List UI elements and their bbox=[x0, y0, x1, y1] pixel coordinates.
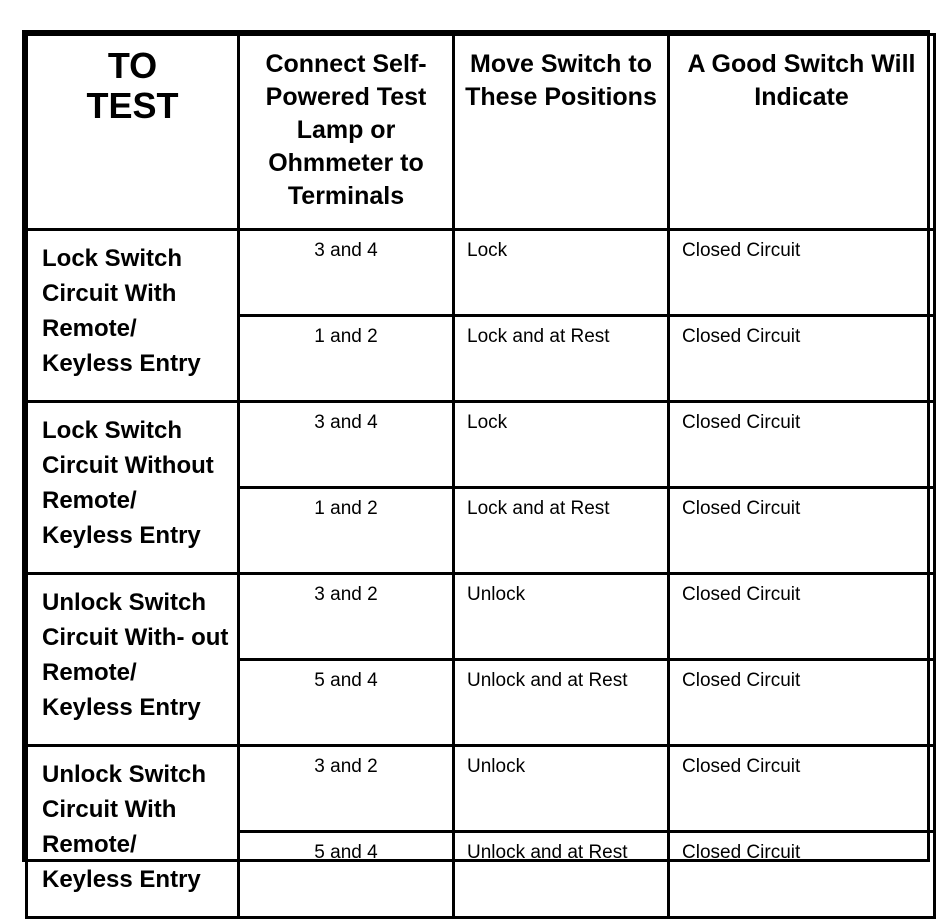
table-row bbox=[27, 230, 935, 316]
table-row bbox=[27, 574, 935, 660]
indicate-cell: Closed Circuit bbox=[669, 832, 935, 918]
header-connect-terminals: Connect Self-Powered Test Lamp or Ohmmeter to Terminals bbox=[239, 35, 454, 230]
indicate-cell: Closed Circuit bbox=[669, 660, 935, 746]
indicate-cell: Closed Circuit bbox=[669, 746, 935, 832]
switch-test-table bbox=[25, 33, 936, 919]
header-to-test: TO TEST bbox=[27, 35, 239, 230]
test-name: Lock Switch Circuit With Remote/ Keyless Entry bbox=[27, 230, 239, 402]
positions-cell: Unlock bbox=[454, 574, 669, 660]
indicate-cell: Closed Circuit bbox=[669, 488, 935, 574]
terminals-cell: 3 and 2 bbox=[239, 746, 454, 832]
indicate-cell: Closed Circuit bbox=[669, 316, 935, 402]
switch-test-table-frame bbox=[22, 30, 930, 893]
terminals-cell: 1 and 2 bbox=[239, 488, 454, 574]
test-name: Unlock Switch Circuit With- out Remote/ Keyless Entry bbox=[27, 574, 239, 746]
table-row bbox=[27, 746, 935, 832]
indicate-cell: Closed Circuit bbox=[669, 574, 935, 660]
indicate-cell: Closed Circuit bbox=[669, 402, 935, 488]
header-move-switch: Move Switch to These Positions bbox=[454, 35, 669, 230]
terminals-cell: 5 and 4 bbox=[239, 660, 454, 746]
positions-cell: Lock and at Rest bbox=[454, 316, 669, 402]
header-row bbox=[27, 35, 935, 230]
terminals-cell: 1 and 2 bbox=[239, 316, 454, 402]
terminals-cell: 5 and 4 bbox=[239, 832, 454, 918]
terminals-cell: 3 and 4 bbox=[239, 402, 454, 488]
test-name: Unlock Switch Circuit With Remote/ Keyless Entry bbox=[27, 746, 239, 918]
test-name: Lock Switch Circuit Without Remote/ Keyless Entry bbox=[27, 402, 239, 574]
positions-cell: Unlock bbox=[454, 746, 669, 832]
positions-cell: Lock bbox=[454, 402, 669, 488]
terminals-cell: 3 and 2 bbox=[239, 574, 454, 660]
positions-cell: Lock and at Rest bbox=[454, 488, 669, 574]
indicate-cell: Closed Circuit bbox=[669, 230, 935, 316]
terminals-cell: 3 and 4 bbox=[239, 230, 454, 316]
positions-cell: Unlock and at Rest bbox=[454, 832, 669, 918]
header-good-switch: A Good Switch Will Indicate bbox=[669, 35, 935, 230]
positions-cell: Lock bbox=[454, 230, 669, 316]
positions-cell: Unlock and at Rest bbox=[454, 660, 669, 746]
table-row bbox=[27, 402, 935, 488]
